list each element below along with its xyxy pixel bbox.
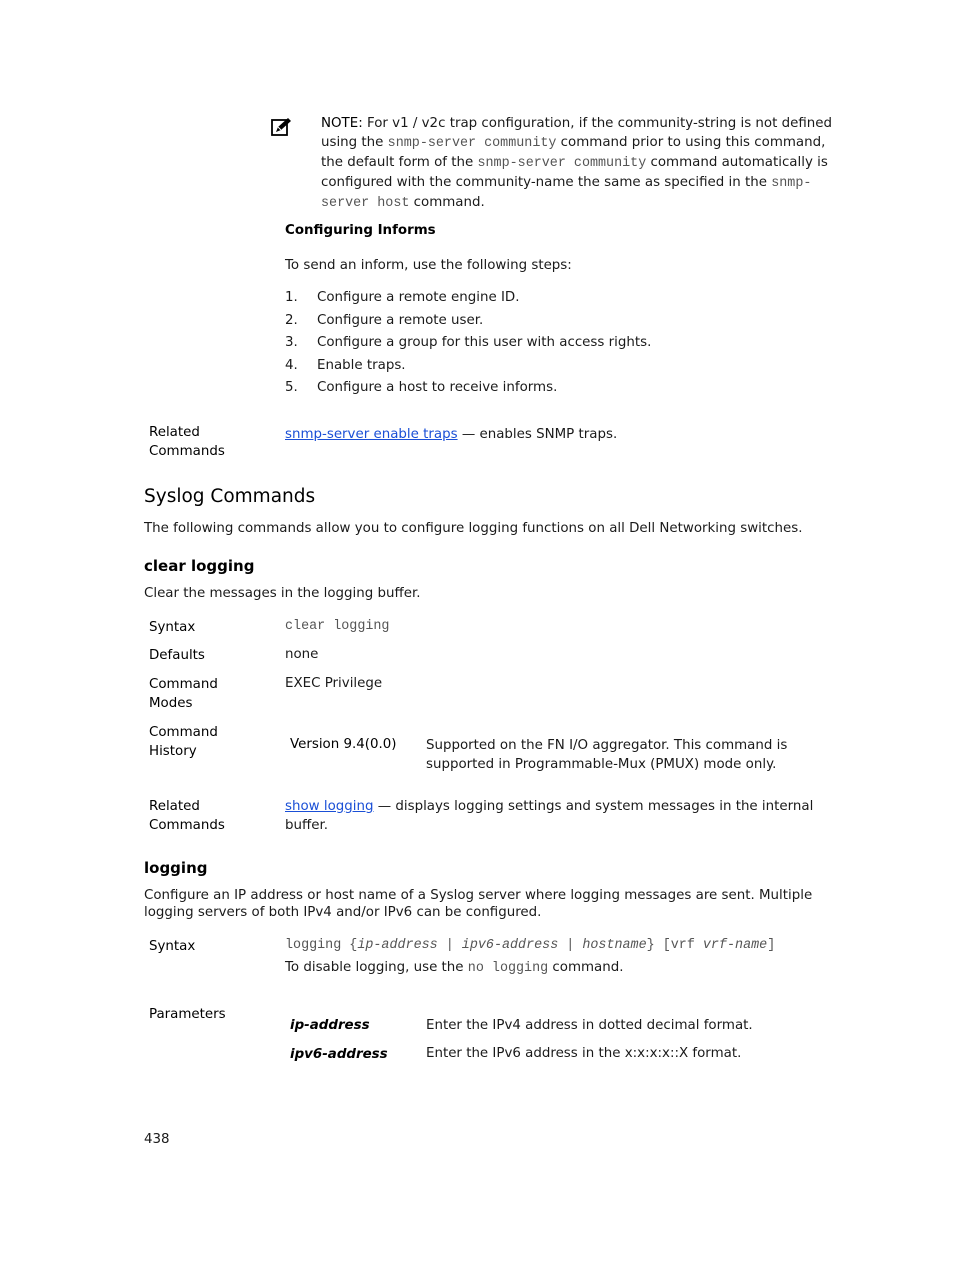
command-history-label xyxy=(149,723,218,761)
note-code-2: snmp-server community xyxy=(477,156,647,171)
command-title-clear-logging: clear logging xyxy=(144,557,255,575)
note-label: NOTE: xyxy=(321,116,363,131)
param-name: ipv6-address xyxy=(290,1047,388,1062)
history-text-line-1: Supported on the FN I/O aggregator. This command is xyxy=(426,738,788,753)
page-number: 438 xyxy=(144,1132,170,1147)
step-number: 1. xyxy=(285,290,298,305)
history-label-line-2: History xyxy=(149,744,197,759)
related-label-line-2: Commands xyxy=(149,818,225,833)
note-line-2a: using the xyxy=(321,135,388,150)
command-title-logging: logging xyxy=(144,859,208,877)
param-name: ip-address xyxy=(290,1018,370,1033)
note-code-1: snmp-server community xyxy=(387,136,557,151)
step-2-text: Configure a remote user. xyxy=(317,313,484,328)
step-5 xyxy=(285,380,298,395)
related-label-line-1: Related xyxy=(149,425,200,440)
command-description: Clear the messages in the logging buffer. xyxy=(144,586,421,601)
syntax-part: } [vrf xyxy=(646,938,703,953)
syntax-param: ip-address xyxy=(357,938,438,953)
param-description: Enter the IPv6 address in the x:x:x:x::X format. xyxy=(426,1046,742,1061)
command-modes-label xyxy=(149,675,218,713)
description-line-1: Configure an IP address or host name of a Syslog server where logging messages are sent. Multiple xyxy=(144,888,813,903)
note-line-2b: command prior to using this command, xyxy=(556,135,826,150)
syntax-part: | xyxy=(437,938,462,953)
note-line-4a: configured with the community-name the same as specified in the xyxy=(321,175,772,190)
description-line-2: logging servers of both IPv4 and/or IPv6 can be configured. xyxy=(144,905,542,920)
related-description: — enables SNMP traps. xyxy=(457,427,618,442)
step-3 xyxy=(285,335,298,350)
disable-note xyxy=(285,960,624,976)
snmp-server-enable-traps-link[interactable]: snmp-server enable traps xyxy=(285,427,458,442)
syntax-part: ] xyxy=(767,938,776,953)
note-code-3: snmp- xyxy=(771,176,812,191)
related-label-line-2: Commands xyxy=(149,444,225,459)
disable-text: To disable logging, use the xyxy=(285,960,468,975)
note-icon xyxy=(271,117,293,137)
step-4 xyxy=(285,358,298,373)
syntax-label: Syntax xyxy=(149,620,196,635)
step-number: 4. xyxy=(285,358,298,373)
history-label-line-1: Command xyxy=(149,725,218,740)
step-1 xyxy=(285,290,298,305)
step-1-text: Configure a remote engine ID. xyxy=(317,290,520,305)
informs-intro: To send an inform, use the following steps: xyxy=(285,258,572,273)
command-modes-value: EXEC Privilege xyxy=(285,676,383,691)
parameters-label: Parameters xyxy=(149,1007,226,1022)
note-line-3a: the default form of the xyxy=(321,155,478,170)
defaults-value: none xyxy=(285,647,319,662)
syntax-code xyxy=(285,938,775,953)
related-description-line-2: buffer. xyxy=(285,818,328,833)
param-description: Enter the IPv4 address in dotted decimal format. xyxy=(426,1018,753,1033)
history-description xyxy=(426,736,787,774)
syntax-part: | xyxy=(558,938,583,953)
defaults-label: Defaults xyxy=(149,648,205,663)
show-logging-link[interactable]: show logging xyxy=(285,799,374,814)
syntax-code: clear logging xyxy=(285,619,390,634)
modes-label-line-2: Modes xyxy=(149,696,193,711)
note-line-5b: command. xyxy=(409,195,485,210)
command-description xyxy=(144,887,812,921)
step-number: 3. xyxy=(285,335,298,350)
step-3-text: Configure a group for this user with access rights. xyxy=(317,335,652,350)
history-version: Version 9.4(0.0) xyxy=(290,737,397,752)
step-number: 5. xyxy=(285,380,298,395)
step-number: 2. xyxy=(285,313,298,328)
syntax-part: logging { xyxy=(285,938,358,953)
related-description: — displays logging settings and system messages in the internal xyxy=(373,799,814,814)
step-2 xyxy=(285,313,298,328)
syntax-param: vrf-name xyxy=(702,938,768,953)
history-text-line-2: supported in Programmable-Mux (PMUX) mode only. xyxy=(426,757,777,772)
related-label-line-1: Related xyxy=(149,799,200,814)
note-line-3b: command automatically is xyxy=(646,155,828,170)
step-5-text: Configure a host to receive informs. xyxy=(317,380,558,395)
related-entry xyxy=(285,427,617,442)
section-intro: The following commands allow you to configure logging functions on all Dell Networking switches. xyxy=(144,521,803,536)
note-code-4: server host xyxy=(321,196,410,211)
syntax-param: ipv6-address xyxy=(461,938,559,953)
section-title: Syslog Commands xyxy=(144,486,316,507)
informs-heading: Configuring Informs xyxy=(285,223,436,238)
modes-label-line-1: Command xyxy=(149,677,218,692)
step-4-text: Enable traps. xyxy=(317,358,406,373)
disable-text: command. xyxy=(548,960,624,975)
syntax-param: hostname xyxy=(582,938,647,953)
note-text xyxy=(321,114,841,213)
related-label xyxy=(149,797,225,835)
note-line-1: For v1 / v2c trap configuration, if the community-string is not defined xyxy=(366,116,833,131)
syntax-label: Syntax xyxy=(149,939,196,954)
related-entry xyxy=(285,797,813,835)
related-label xyxy=(149,423,225,461)
disable-code: no logging xyxy=(467,961,549,976)
